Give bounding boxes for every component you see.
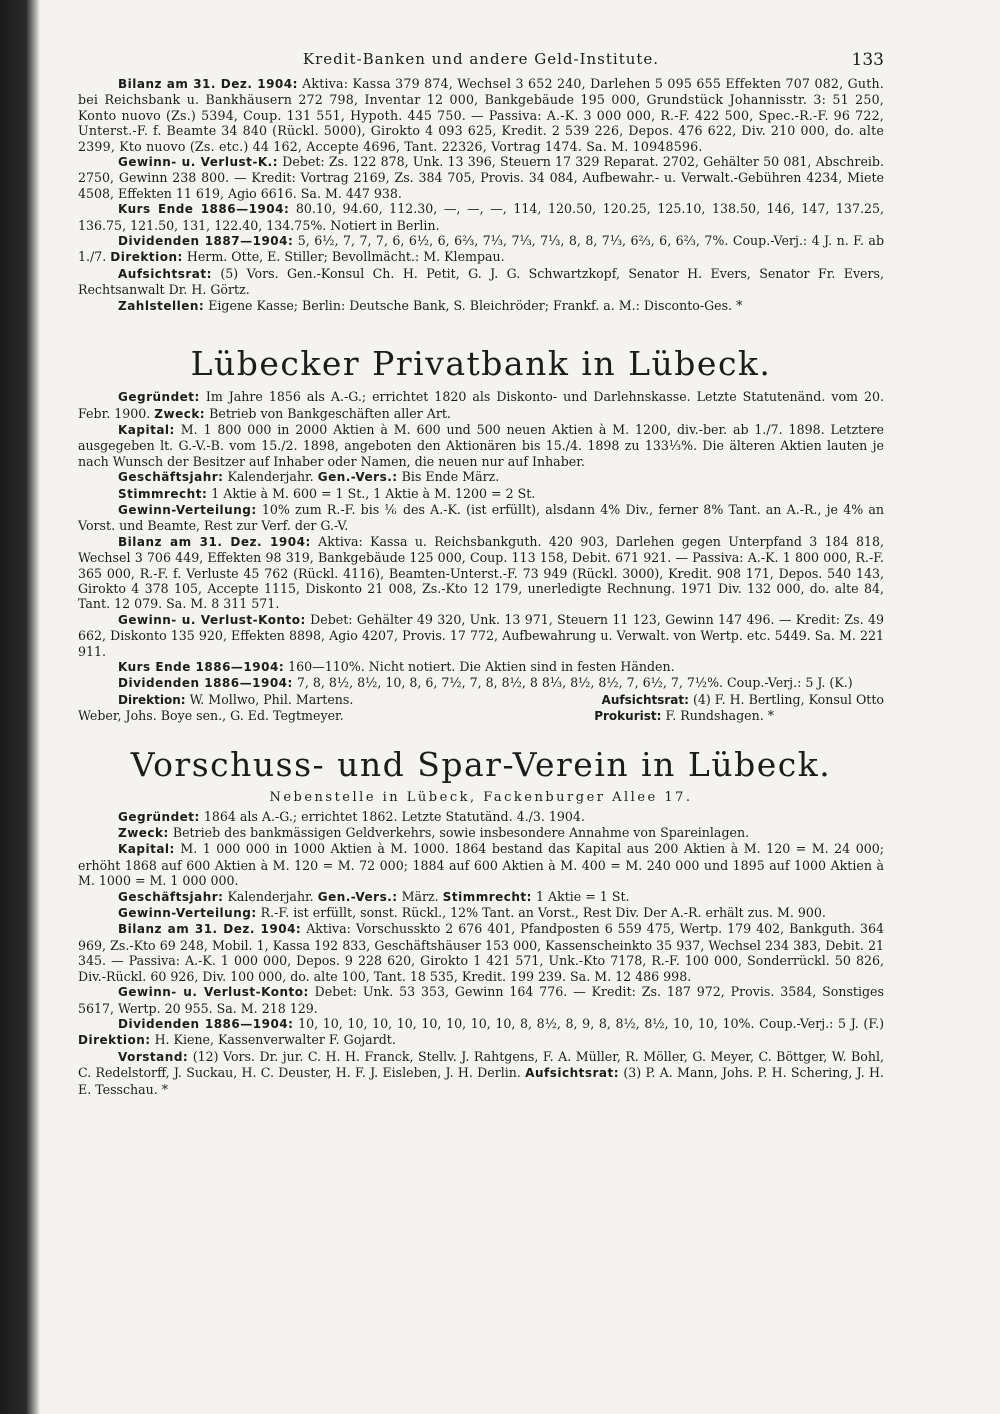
kapital-text: M. 1 800 000 in 2000 Aktien à M. 600 und 500 neuen Aktien à M. 1200, div.-ber. ab 1./7. 1898. Letztere ausgegeben lt. G.-V.-B. vom 15./2. 1898, angeboten den Aktionären bis 15./4. 1898 zu 133⅓%. Die älteren Aktien lauten je nach Wunsch der Besitzer auf Inhaber oder Namen, die neuen nur auf Inhaber. <box>78 421 884 469</box>
dividenden-label: Dividenden 1886—1904: <box>118 676 293 691</box>
gegruendet-label: Gegründet: <box>118 390 200 405</box>
aufsichtsrat-label: Aufsichtsrat: <box>601 692 689 707</box>
kapital-label: Kapital: <box>118 422 175 437</box>
zahlstellen-text: Eigene Kasse; Berlin: Deutsche Bank, S. Bleichröder; Frankf. a. M.: Disconto-Ges. * <box>208 297 743 313</box>
section-luebecker-privatbank <box>78 344 884 725</box>
gen-vers-text: Bis Ende März. <box>401 469 500 485</box>
gegruendet-entry <box>78 389 884 422</box>
bilanz-label: Bilanz am 31. Dez. 1904: <box>118 534 311 549</box>
gegruendet-text: Im Jahre 1856 als A.-G.; errichtet 1820 als Diskonto- und Darlehnskasse. Letzte Statutenänd. vom 20. Febr. 1900. <box>78 389 884 421</box>
bilanz-entry <box>78 921 884 984</box>
header-title: Kredit-Banken und andere Geld-Institute. <box>302 50 660 68</box>
kurs-text: 80.10, 94.60, 112.30, —, —, —, 114, 120.50, 120.25, 125.10, 138.50, 146, 147, 137.25, 136.75, 121.50, 131, 122.40, 134.75%. Notiert in Berlin. <box>78 201 884 233</box>
prokurist-entry <box>594 708 884 724</box>
gegruendet-entry <box>78 809 884 825</box>
gewinnverteilung-text: 10% zum R.-F. bis ⅙ des A.-K. (ist erfüllt), alsdann 4% Div., ferner 8% Tant. an A.-R., je 4% an Vorst. und Beamte, Rest zur Verf. der G.-V. <box>78 501 884 534</box>
dividenden-entry <box>78 233 884 266</box>
kurs-entry <box>78 201 884 233</box>
geschaeftsjahr-text: Kalenderjahr. <box>227 888 314 904</box>
gegruendet-text: 1864 als A.-G.; errichtet 1862. Letzte Statutänd. 4./3. 1904. <box>203 808 585 824</box>
bilanz-label: Bilanz am 31. Dez. 1904: <box>118 77 298 91</box>
direktion-aufsichtsrat-row <box>78 692 884 708</box>
geschaeftsjahr-entry <box>78 889 884 905</box>
prokurist-text: F. Rundshagen. * <box>665 708 774 724</box>
gen-vers-text: März. <box>401 888 439 904</box>
aufsichtsrat-text: (5) Vors. Gen.-Konsul Ch. H. Petit, G. J. G. Schwartzkopf, Senator H. Evers, Senator Fr. Evers, Rechtsanwalt Dr. H. Görtz. <box>78 265 884 298</box>
section-previous-bank <box>78 76 884 314</box>
kapital-text: M. 1 000 000 in 1000 Aktien à M. 1000. 1864 bestand das Kapital aus 200 Aktien à M. 120 = M. 24 000; erhöht 1868 auf 600 Aktien à M. 120 = M. 72 000; 1884 auf 600 Aktien à M. 400 = M. 240 000 und 1895 auf 1000 Aktien à M. 1000 = M. 1 000 000. <box>78 841 884 889</box>
kurs-label: Kurs Ende 1886—1904: <box>118 202 290 217</box>
gewinnverteilung-entry <box>78 905 884 921</box>
geschaeftsjahr-text: Kalenderjahr. <box>227 469 314 485</box>
dividenden-text: 5, 6½, 7, 7, 7, 6, 6½, 6, 6⅔, 7⅓, 7⅓, 7⅓, 8, 8, 7⅓, 6⅔, 6, 6⅔, 7%. Coup.-Verj.: 4 J. n. F. ab 1./7. <box>78 233 885 265</box>
direktion-entry <box>78 692 353 708</box>
aufsichtsrat-entry <box>78 266 884 298</box>
stimmrecht-label: Stimmrecht: <box>118 486 208 501</box>
direktion-label: Direktion: <box>118 692 186 707</box>
dividenden-text: 10, 10, 10, 10, 10, 10, 10, 10, 10, 8, 8½, 8, 9, 8, 8½, 8½, 10, 10, 10%. Coup.-Verj.: 5 J. (F.) <box>298 1015 885 1031</box>
stimmrecht-entry <box>78 486 884 502</box>
zweck-label: Zweck: <box>118 826 169 841</box>
aufsichtsrat-entry <box>602 692 884 708</box>
gen-vers-label: Gen.-Vers.: <box>317 889 398 904</box>
gewinnverteilung-entry <box>78 502 884 534</box>
geschaeftsjahr-entry <box>78 469 884 485</box>
gewinnverteilung-text: R.-F. ist erfüllt, sonst. Rückl., 12% Tant. an Vorst., Rest Div. Der A.-R. erhält zus. M. 900. <box>260 905 826 921</box>
dividenden-entry <box>78 1016 884 1049</box>
bilanz-text: Aktiva: Kassa 379 874, Wechsel 3 652 240, Darlehen 5 095 655 Effekten 707 082, Guth. bei Reichsbank u. Bankhäusern 272 798, Inventar 12 000, Bankgebäude 195 000, Grundstück Johannisstr. 3: 51 250, Konto nuovo (Zs.) 5394, Coup. 131 551, Hypoth. 445 750. — Passiva: A.-K. 3 000 000, R.-F. 422 500, Spec.-R.-F. 96 722, Unterst.-F. f. Beamte 34 840 (Rückl. 5000), Girokto 4 093 625, Kredit. 2 539 226, Depos. 476 622, Div. 210 000, do. alte 2399, Kto nuovo (Zs. etc.) 44 162, Accepte 4696, Tant. 22326, Vortrag 1474. Sa. M. 10948596. <box>78 76 884 154</box>
section-title: Vorschuss- und Spar-Verein in Lübeck. <box>130 744 832 784</box>
gewinn-text: Debet: Unk. 53 353, Gewinn 164 776. — Kredit: Zs. 187 972, Provis. 3584, Sonstiges 5617, Wertp. 20 955. Sa. M. 218 129. <box>78 984 884 1016</box>
aufsichtsrat-text: (3) P. A. Mann, Johs. P. H. Schering, J. H. E. Tesschau. * <box>78 1065 884 1097</box>
gewinn-text: Debet: Zs. 122 878, Unk. 13 396, Steuern 17 329 Reparat. 2702, Gehälter 50 081, Abschreib. 2750, Gewinn 238 800. — Kredit: Vortrag 2169, Zs. 384 705, Provis. 34 084, Aufbewahr.- u. Verwalt.-Gebühren 4234, Miete 4508, Effekten 11 619, Agio 6616. Sa. M. 447 938. <box>78 154 884 201</box>
geschaeftsjahr-label: Geschäftsjahr: <box>118 889 224 904</box>
aufsichtsrat-text-continued: Weber, Johs. Boye sen., G. Ed. Tegtmeyer. <box>78 708 344 724</box>
direktion-label: Direktion: <box>110 250 183 265</box>
gewinn-label: Gewinn- u. Verlust-Konto: <box>118 612 306 627</box>
gewinn-label: Gewinn- u. Verlust-Konto: <box>118 985 309 1000</box>
aufsichtsrat-text: (4) F. H. Bertling, Konsul Otto <box>692 691 884 707</box>
section-vorschuss-spar-verein <box>78 745 884 1097</box>
geschaeftsjahr-label: Geschäftsjahr: <box>118 470 224 485</box>
gegruendet-label: Gegründet: <box>118 809 200 824</box>
direktion-label: Direktion: <box>78 1033 151 1048</box>
zweck-label: Zweck: <box>154 406 206 421</box>
gewinn-text: Debet: Gehälter 49 320, Unk. 13 971, Steuern 11 123, Gewinn 147 496. — Kredit: Zs. 49 662, Diskonto 135 920, Effekten 8898, Agio 4207, Provis. 17 772, Aufbewahrung u. Verwalt. von Wertp. etc. 5449. Sa. M. 221 911. <box>78 611 884 659</box>
aufsichtsrat-label: Aufsichtsrat: <box>118 266 212 281</box>
gewinnverteilung-label: Gewinn-Verteilung: <box>118 906 257 921</box>
zweck-text: Betrieb des bankmässigen Geldverkehrs, sowie insbesondere Annahme von Spareinlagen. <box>172 825 750 841</box>
zweck-text: Betrieb von Bankgeschäften aller Art. <box>209 405 451 421</box>
stimmrecht-text: 1 Aktie à M. 600 = 1 St., 1 Aktie à M. 1200 = 2 St. <box>211 485 536 501</box>
direktion-text: W. Mollwo, Phil. Martens. <box>189 691 354 707</box>
gen-vers-label: Gen.-Vers.: <box>317 470 398 485</box>
kapital-label: Kapital: <box>118 842 175 857</box>
section-title: Lübecker Privatbank in Lübeck. <box>190 344 772 384</box>
direktion-text: H. Kiene, Kassenverwalter F. Gojardt. <box>154 1032 396 1048</box>
prokurist-label: Prokurist: <box>594 709 662 724</box>
aufsichtsrat-prokurist-row <box>78 708 884 724</box>
vorstand-text: (12) Vors. Dr. jur. C. H. H. Franck, Stellv. J. Rahtgens, F. A. Müller, R. Möller, G. Meyer, C. Böttger, W. Bohl, C. Redelstorff, J. Suckau, H. C. Deuster, H. F. J. Eisleben, J. H. Derlin. <box>78 1048 884 1081</box>
direktion-text: Herm. Otte, E. Stiller; Bevollmächt.: M. Klempau. <box>186 249 505 265</box>
kapital-entry <box>78 841 884 888</box>
vorstand-label: Vorstand: <box>118 1049 189 1064</box>
bilanz-entry <box>78 76 884 154</box>
dividenden-entry <box>78 675 884 691</box>
kurs-label: Kurs Ende 1886—1904: <box>118 660 285 674</box>
gewinn-entry <box>78 154 884 201</box>
bilanz-text: Aktiva: Kassa u. Reichsbankguth. 420 903, Darlehen gegen Unterpfand 3 184 818, Wechsel 3 706 449, Effekten 98 319, Bankgebäude 125 000, Coup. 113 158, Debit. 671 921. — Passiva: A.-K. 1 800 000, R.-F. 365 000, R.-F. f. Verluste 45 762 (Rückl. 4116), Beamten-Unterst.-F. 73 949 (Rückl. 3000), Kredit. 908 171, Depos. 540 143, Girokto 4 378 105, Accepte 1115, Diskonto 21 008, Zs.-Kto 12 179, unerledigte Rechnung. 1971 Div. 132 000, do. alte 84, Tant. 12 079. Sa. M. 8 311 571. <box>78 533 884 612</box>
page-number: 133 <box>851 50 884 70</box>
running-header <box>78 40 884 76</box>
scan-binding-edge <box>0 0 40 1414</box>
gewinn-entry <box>78 984 884 1016</box>
section-subtitle: Nebenstelle in Lübeck, Fackenburger Allee 17. <box>269 789 693 805</box>
dividenden-label: Dividenden 1886—1904: <box>118 1016 294 1031</box>
document-page <box>78 40 884 1097</box>
stimmrecht-label: Stimmrecht: <box>442 889 532 904</box>
stimmrecht-text: 1 Aktie = 1 St. <box>535 888 630 904</box>
aufsichtsrat-label: Aufsichtsrat: <box>525 1066 620 1081</box>
zahlstellen-label: Zahlstellen: <box>118 298 205 313</box>
dividenden-text: 7, 8, 8½, 8½, 10, 8, 6, 7½, 7, 8, 8½, 8 8⅓, 8½, 8½, 7, 6½, 7, 7½%. Coup.-Verj.: 5 J. (K.) <box>296 675 853 691</box>
kapital-entry <box>78 422 884 469</box>
gewinn-label: Gewinn- u. Verlust-K.: <box>118 155 279 170</box>
kurs-entry <box>78 659 884 675</box>
dividenden-label: Dividenden 1887—1904: <box>118 234 294 249</box>
kurs-text: 160—110%. Nicht notiert. Die Aktien sind in festen Händen. <box>288 659 675 674</box>
vorstand-entry <box>78 1049 884 1097</box>
gewinnverteilung-label: Gewinn-Verteilung: <box>118 502 257 517</box>
zweck-entry <box>78 825 884 841</box>
gewinn-entry <box>78 612 884 659</box>
bilanz-text: Aktiva: Vorschusskto 2 676 401, Pfandposten 6 559 475, Wertp. 179 402, Bankguth. 364 969, Zs.-Kto 69 248, Mobil. 1, Kassa 192 833, Geschäftshäuser 153 000, Kassenscheinkto 35 937, Wechsel 234 383, Debit. 21 345. — Passiva: A.-K. 1 000 000, Depos. 9 228 620, Girokto 1 421 571, Unk.-Kto 7178, R.-F. 100 000, Sonderrückl. 50 826, Div.-Rückl. 60 926, Div. 100 000, do. alte 100, Tant. 18 535, Kredit. 199 239. Sa. M. 12 486 998. <box>78 921 884 984</box>
bilanz-entry <box>78 534 884 612</box>
zahlstellen-entry <box>78 298 884 314</box>
bilanz-label: Bilanz am 31. Dez. 1904: <box>118 922 302 937</box>
